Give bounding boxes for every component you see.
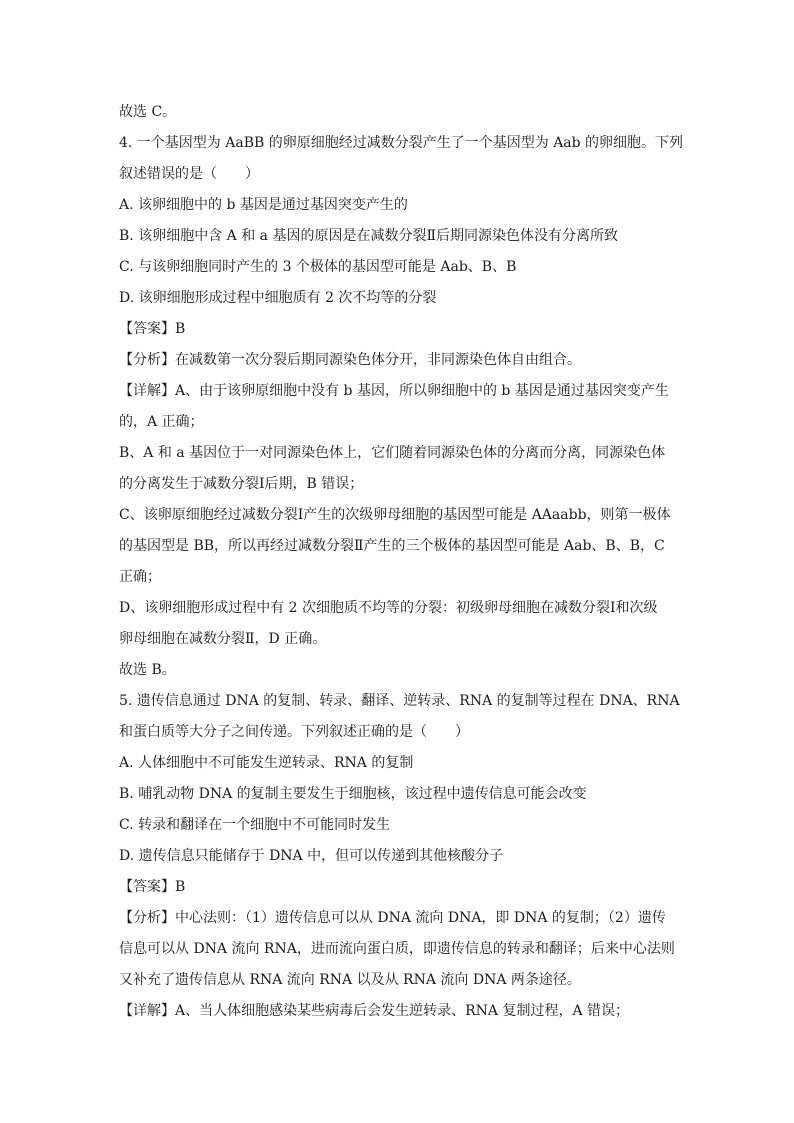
explanation-line: D、该卵细胞形成过程中有 2 次细胞质不均等的分裂：初级卵母细胞在减数分裂Ⅰ和次级 xyxy=(119,600,658,616)
option-a: A. 该卵细胞中的 b 基因是通过基因突变产生的 xyxy=(119,197,408,213)
analysis-line: 【分析】中心法则：（1）遗传信息可以从 DNA 流向 DNA，即 DNA 的复制；（2）遗传 xyxy=(119,910,666,926)
option-c: C. 转录和翻译在一个细胞中不可能同时发生 xyxy=(119,817,391,833)
explanation-line: 【详解】A、当人体细胞感染某些病毒后会发生逆转录、RNA 复制过程，A 错误； xyxy=(119,1003,630,1019)
explanation-line: 正确； xyxy=(119,569,161,585)
text-line: 故选 C。 xyxy=(119,104,177,120)
explanation-line: 卵母细胞在减数分裂Ⅱ，D 正确。 xyxy=(119,631,327,647)
analysis-line: 又补充了遗传信息从 RNA 流向 RNA 以及从 RNA 流向 DNA 两条途径。 xyxy=(119,972,581,988)
explanation-line: 的，A 正确； xyxy=(119,414,204,430)
option-b: B. 该卵细胞中含 A 和 a 基因的原因是在减数分裂Ⅱ后期同源染色体没有分离所致 xyxy=(119,228,618,244)
explanation-line: 的分离发生于减数分裂Ⅰ后期，B 错误； xyxy=(119,476,364,492)
question-stem: 4. 一个基因型为 AaBB 的卵原细胞经过减数分裂产生了一个基因型为 Aab 的卵细胞。下列 xyxy=(119,135,684,151)
option-b: B. 哺乳动物 DNA 的复制主要发生于细胞核，该过程中遗传信息可能会改变 xyxy=(119,786,587,802)
option-a: A. 人体细胞中不可能发生逆转录、RNA 的复制 xyxy=(119,755,414,771)
question-stem: 5. 遗传信息通过 DNA 的复制、转录、翻译、逆转录、RNA 的复制等过程在 DNA、RNA xyxy=(119,693,680,709)
option-c: C. 与该卵细胞同时产生的 3 个极体的基因型可能是 Aab、B、B xyxy=(119,259,517,275)
question-stem: 叙述错误的是（ ） xyxy=(119,166,259,182)
option-d: D. 遗传信息只能储存于 DNA 中，但可以传递到其他核酸分子 xyxy=(119,848,504,864)
explanation-line: B、A 和 a 基因位于一对同源染色体上，它们随着同源染色体的分离而分离，同源染色体 xyxy=(119,445,666,461)
analysis-line: 信息可以从 DNA 流向 RNA，进而流向蛋白质，即遗传信息的转录和翻译；后来中心法则 xyxy=(119,941,675,957)
text-line: 故选 B。 xyxy=(119,662,176,678)
explanation-line: 的基因型是 BB，所以再经过减数分裂Ⅱ产生的三个极体的基因型可能是 Aab、B、B，C xyxy=(119,538,665,554)
analysis-line: 【分析】在减数第一次分裂后期同源染色体分开，非同源染色体自由组合。 xyxy=(119,352,581,368)
answer-line: 【答案】B xyxy=(119,879,186,895)
question-stem: 和蛋白质等大分子之间传递。下列叙述正确的是（ ） xyxy=(119,724,469,740)
option-d: D. 该卵细胞形成过程中细胞质有 2 次不均等的分裂 xyxy=(119,290,437,306)
document-page xyxy=(119,97,684,1027)
answer-line: 【答案】B xyxy=(119,321,186,337)
explanation-line: C、该卵原细胞经过减数分裂Ⅰ产生的次级卵母细胞的基因型可能是 AAaabb，则第一极体 xyxy=(119,507,671,523)
explanation-line: 【详解】A、由于该卵原细胞中没有 b 基因，所以卵细胞中的 b 基因是通过基因突变产生 xyxy=(119,383,669,399)
